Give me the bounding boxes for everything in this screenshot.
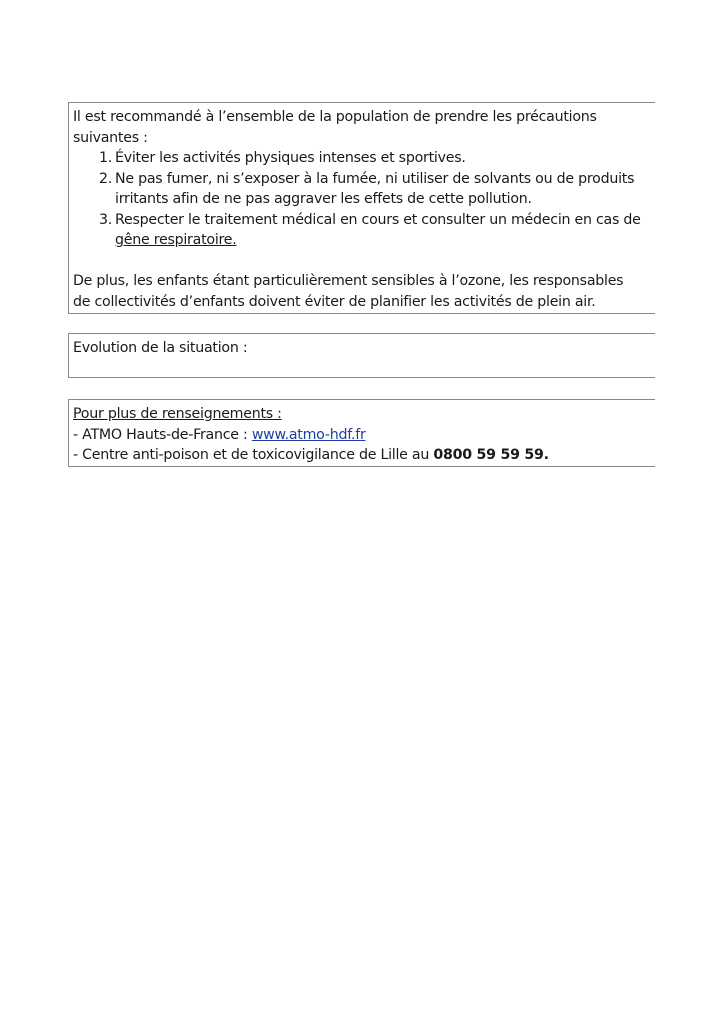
atmo-website-link[interactable]: www.atmo-hdf.fr [251, 426, 366, 443]
children-note-line2: de collectivités d’enfants doivent éviter de planifier les activités de plein air. [73, 293, 596, 310]
item-number: 2. [99, 170, 113, 187]
item-text-cont: gêne respiratoire. [115, 232, 237, 248]
antipoison-phone: 0800 59 59 59. [433, 447, 549, 463]
precaution-item [99, 210, 655, 251]
item-number: 1. [99, 150, 113, 166]
precautions-list [73, 148, 655, 251]
evolution-box [68, 333, 655, 378]
recommendations-box [68, 102, 655, 314]
antipoison-label: - Centre anti-poison et de toxicovigilance de Lille au [73, 447, 434, 463]
atmo-line [73, 425, 655, 446]
evolution-label: Evolution de la situation : [73, 340, 248, 356]
precaution-item [99, 169, 655, 210]
antipoison-line [73, 445, 655, 466]
item-text: Respecter le traitement médical en cours et consulter un médecin en cas de [115, 211, 641, 228]
info-box [68, 399, 655, 467]
item-text: Éviter les activités physiques intenses et sportives. [115, 150, 466, 166]
precaution-item [99, 148, 655, 169]
recommendations-intro-cont: suivantes : [73, 129, 148, 146]
info-heading: Pour plus de renseignements : [73, 406, 282, 422]
item-number: 3. [99, 211, 113, 228]
atmo-label: - ATMO Hauts-de-France : [73, 426, 252, 443]
recommendations-intro: Il est recommandé à l’ensemble de la population de prendre les précautions [73, 109, 597, 125]
children-note-line1: De plus, les enfants étant particulièrement sensibles à l’ozone, les responsables [73, 273, 624, 289]
item-text-cont: irritants afin de ne pas aggraver les effets de cette pollution. [115, 191, 532, 207]
item-text: Ne pas fumer, ni s’exposer à la fumée, ni utiliser de solvants ou de produits [115, 170, 635, 187]
